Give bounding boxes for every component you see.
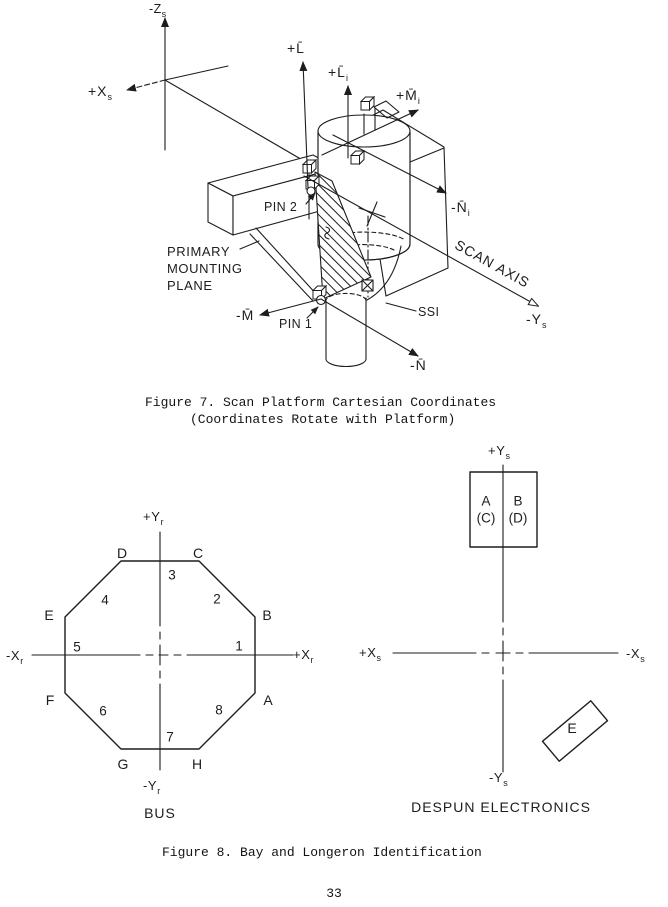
figure7-caption-line1: Figure 7. Scan Platform Cartesian Coordinates <box>145 395 497 410</box>
bay-1: 1 <box>235 638 243 654</box>
bay-5: 5 <box>73 639 81 655</box>
notch-cube <box>361 97 374 110</box>
figure7-caption-line2: (Coordinates Rotate with Platform) <box>190 412 456 427</box>
bus-label-neg-y: $-Y_r$ <box>143 778 161 796</box>
label-neg-zs: $-Z_s$ <box>149 2 167 19</box>
bus-title: BUS <box>144 805 176 821</box>
longeron-e: E <box>44 607 54 623</box>
label-pin2: PIN 2 <box>264 200 298 214</box>
cylinder-top-cube <box>351 151 364 164</box>
longeron-g: G <box>117 756 129 772</box>
bus-bay-numbers <box>73 568 243 745</box>
label-pos-xs: $+X_s$ <box>88 83 114 102</box>
pin2-cube-upper <box>303 160 316 173</box>
bay-2: 2 <box>213 591 221 607</box>
bay-8: 8 <box>215 702 223 718</box>
bus-label-pos-y: $+Y_r$ <box>143 509 165 527</box>
longeron-a: A <box>263 692 273 708</box>
bay-6: 6 <box>99 703 107 719</box>
label-pos-l: +L̄ <box>287 40 305 56</box>
despun-bay-a: A <box>481 493 491 509</box>
despun-bay-e: E <box>567 720 577 736</box>
despun-bay-d: (D) <box>508 510 528 526</box>
despun-label-pos-x: $+X_s$ <box>359 645 382 663</box>
figure8-caption: Figure 8. Bay and Longeron Identification <box>162 845 482 860</box>
despun-bay-c: (C) <box>476 510 496 526</box>
longeron-f: F <box>45 692 55 708</box>
label-neg-ys: $-Y_s$ <box>526 311 548 330</box>
bus-label-pos-x: $+X_r$ <box>293 647 315 665</box>
figure8-despun-diagram <box>359 443 645 815</box>
despun-title: DESPUN ELECTRONICS <box>411 799 591 815</box>
longeron-h: H <box>191 756 203 772</box>
despun-bay-b: B <box>513 493 523 509</box>
label-pos-li: $+L̄_i$ <box>328 64 349 83</box>
label-neg-m: -M̄ <box>236 307 255 323</box>
label-primary-line2: MOUNTING <box>167 261 243 276</box>
bay-4: 4 <box>101 592 109 608</box>
page-number: 33 <box>326 886 342 901</box>
label-primary-line3: PLANE <box>167 278 213 293</box>
label-primary-line1: PRIMARY <box>167 244 231 259</box>
label-pin1: PIN 1 <box>279 317 313 331</box>
despun-label-neg-x: $-X_s$ <box>626 646 646 664</box>
figure8-bus-diagram <box>6 509 314 821</box>
label-neg-ni: $-N̄_i$ <box>451 199 471 218</box>
label-ssi: SSI <box>418 305 440 319</box>
bay-3: 3 <box>168 567 176 583</box>
label-pos-mi: $+M̄_i$ <box>396 87 421 106</box>
label-scan-axis: SCAN AXIS <box>452 236 533 291</box>
longeron-d: D <box>116 545 128 561</box>
label-neg-n: -N̄ <box>410 357 427 373</box>
figure7-drawing <box>88 2 548 373</box>
longeron-c: C <box>192 545 204 561</box>
despun-label-pos-y: $+Y_s$ <box>488 443 511 461</box>
bus-label-neg-x: $-X_r$ <box>6 648 24 666</box>
shear-pad <box>362 280 373 291</box>
despun-label-neg-y: $-Y_s$ <box>489 770 509 788</box>
bus-longeron-letters <box>44 545 273 772</box>
bay-7: 7 <box>166 729 174 745</box>
longeron-b: B <box>262 607 272 623</box>
